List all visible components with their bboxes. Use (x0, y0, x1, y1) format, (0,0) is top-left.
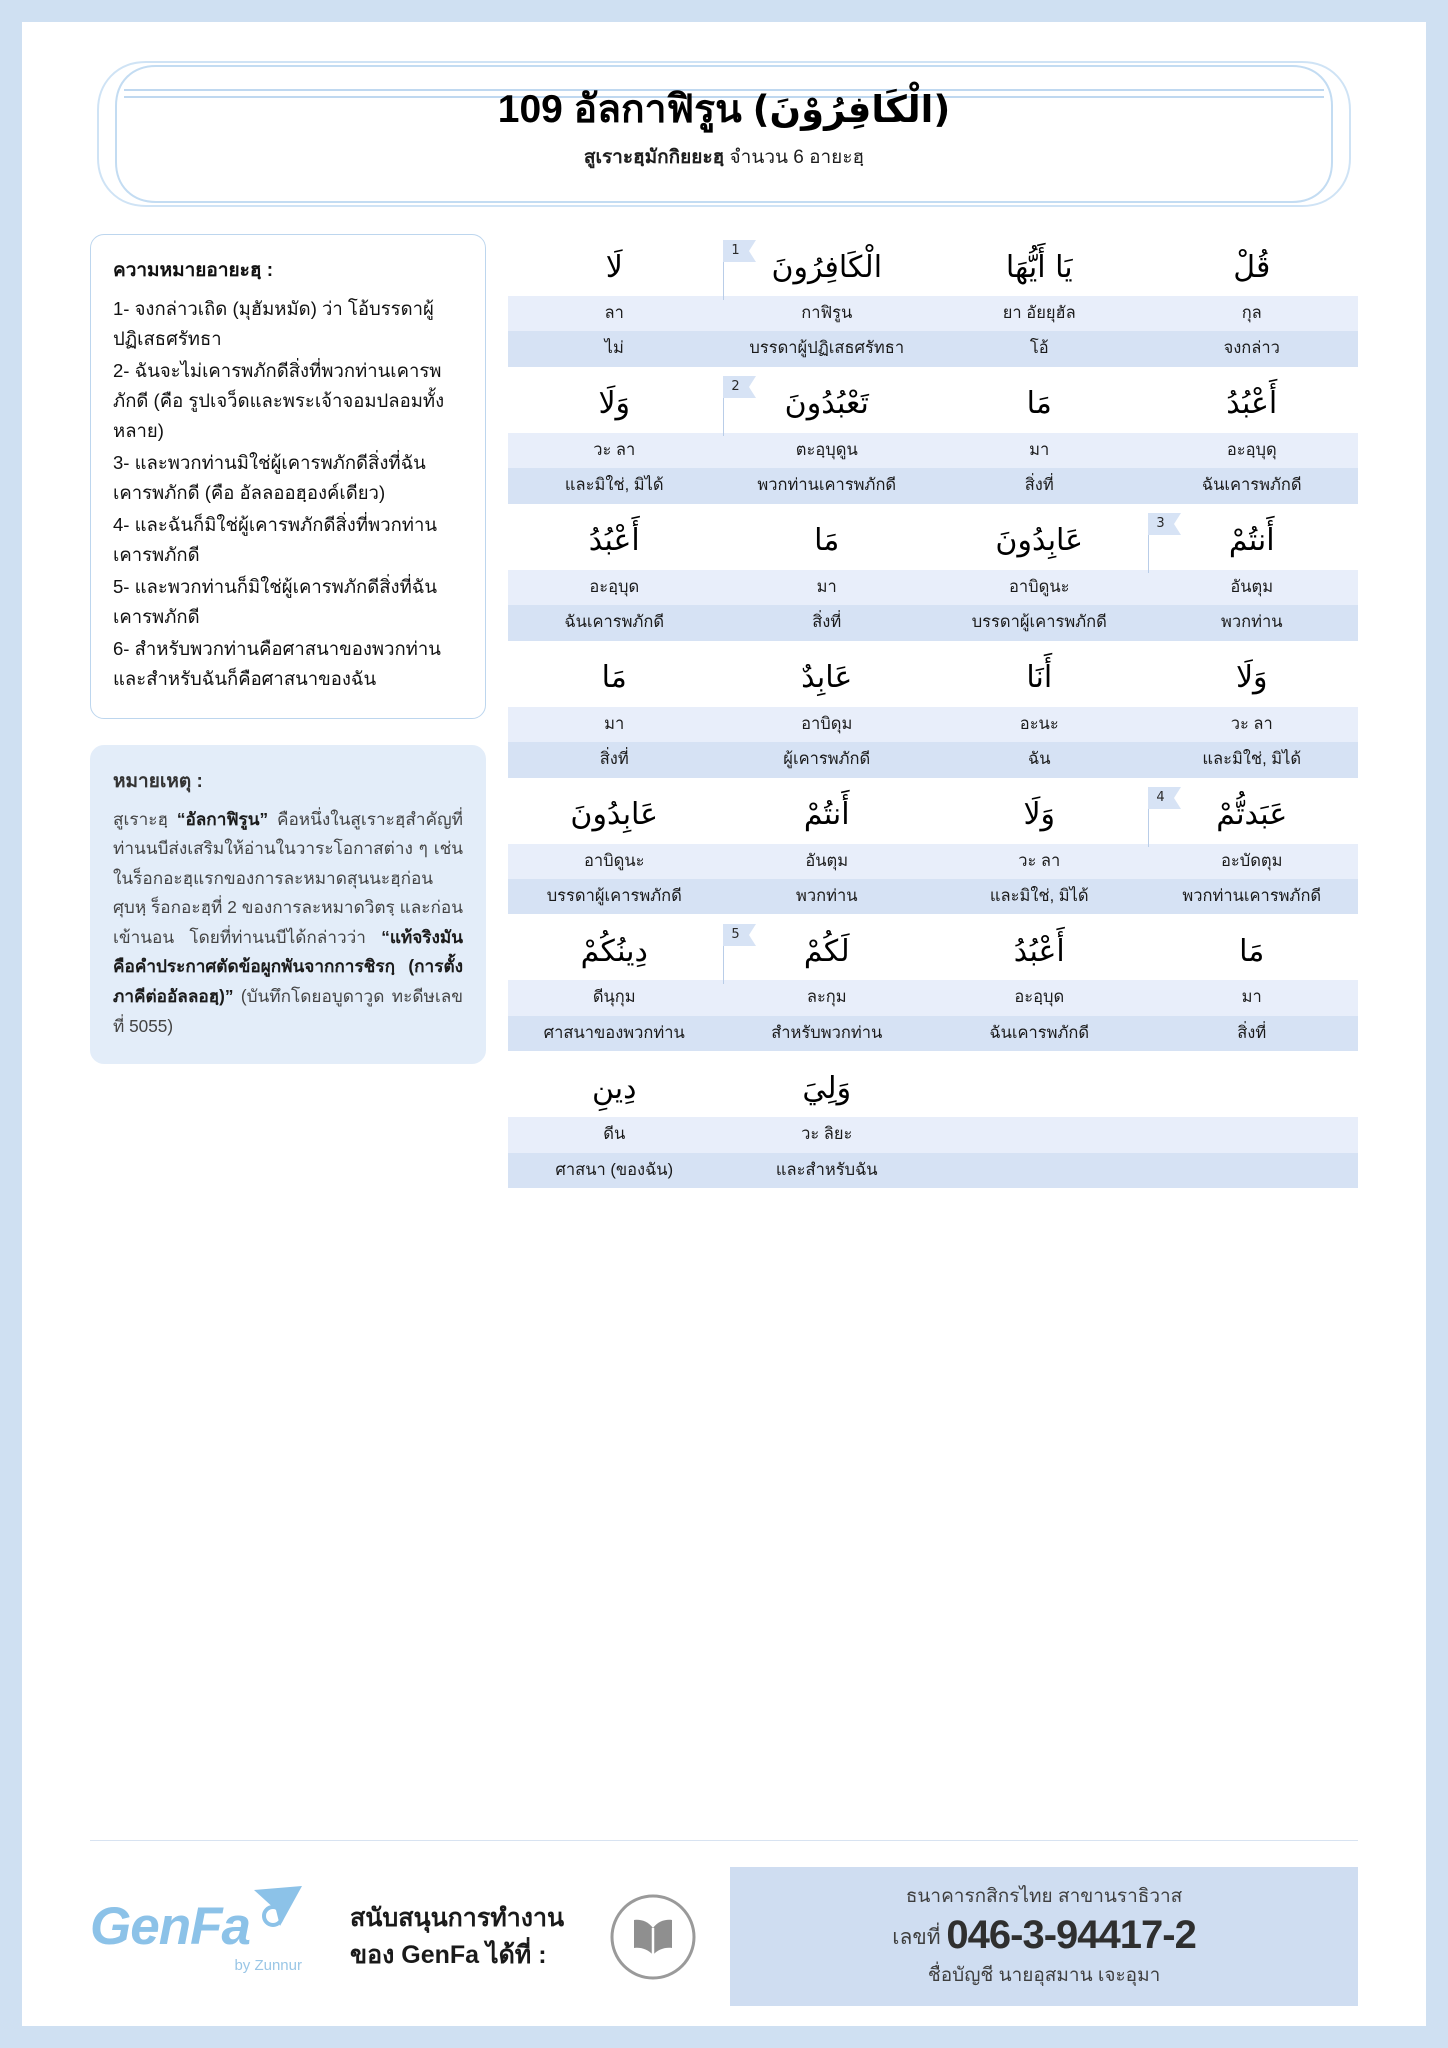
translation-word: ฉันเคารพภักดี (564, 613, 665, 632)
arabic-word-text: مَا (814, 523, 840, 559)
transliteration-word: อะอฺบุด (589, 577, 640, 596)
verse-row (508, 782, 1358, 915)
translation-word: บรรดาผู้ปฏิเสธศรัทธา (749, 339, 905, 358)
arabic-word-text: أَعْبُدُ (1013, 933, 1065, 969)
arabic-line (508, 234, 1358, 296)
meaning-item: 6- สำหรับพวกท่านคือศาสนาของพวกท่าน และสำหรับฉันก็คือศาสนาของฉัน (113, 637, 441, 689)
surah-name-thai: อัลกาฟิรูน (573, 88, 742, 131)
bank-account-box (730, 1867, 1358, 2006)
verse-row (508, 234, 1358, 367)
ayah-marker-tail (723, 398, 724, 436)
translation-line (508, 605, 1358, 640)
arabic-word-text: دِينِ (591, 1070, 637, 1106)
transliteration-word: อาบิดูนะ (583, 851, 645, 870)
arabic-word-text: قُلْ (1233, 249, 1271, 285)
transliteration-word: ละกุม (806, 988, 847, 1007)
ayah-number-badge: 2 (723, 376, 749, 398)
translation-word: สิ่งที่ (599, 750, 629, 769)
arabic-word (721, 238, 934, 297)
arabic-word-text: أَعْبُدُ (588, 523, 640, 559)
arabic-line (508, 1055, 1358, 1117)
meaning-item: 2- ฉันจะไม่เคารพภักดีสิ่งที่พวกท่านเคารพภักดี (คือ รูปเจว็ดและพระเจ้าจอมปลอมทั้งหลาย) (113, 359, 445, 441)
transliteration-word: วะ ลิยะ (801, 1125, 853, 1144)
arabic-word-text: لَا (605, 249, 623, 285)
arabic-word-text: الْكَافِرُونَ (771, 249, 883, 285)
arabic-line (508, 782, 1358, 844)
translation-word: ฉันเคารพภักดี (1201, 476, 1302, 495)
arabic-word-text: تَعْبُدُونَ (784, 386, 869, 422)
translation-word: พวกท่านเคารพภักดี (757, 476, 897, 495)
account-number: 046-3-94417-2 (946, 1913, 1196, 1957)
arabic-word-text: وَلِيَ (802, 1070, 852, 1106)
transliteration-word: ลา (604, 304, 624, 322)
genfa-wordmark: GenFa (90, 1896, 250, 1956)
ayah-marker-tail (1148, 809, 1149, 847)
ayah-marker-tail (723, 262, 724, 300)
arabic-word (508, 1059, 721, 1118)
arabic-word-text: أَعْبُدُ (1226, 386, 1278, 422)
arabic-word-text: عَابِدٌ (801, 660, 853, 696)
translation-line (508, 879, 1358, 914)
arabic-word (933, 648, 1146, 707)
arabic-word (508, 511, 721, 570)
surah-number: 109 (497, 88, 563, 131)
translation-word: ศาสนา (ของฉัน) (555, 1160, 674, 1179)
translation-word: และมิใช่, มิได้ (1202, 750, 1302, 769)
translation-line (508, 1153, 1358, 1188)
arabic-word-text: عَابِدُونَ (570, 797, 659, 832)
ayah-number-badge: 3 (1148, 513, 1174, 535)
translation-word: และมิใช่, มิได้ (989, 886, 1089, 905)
arabic-word (508, 785, 721, 844)
transliteration-word: มา (604, 714, 625, 733)
transliteration-line (508, 980, 1358, 1015)
surah-type: สูเราะฮฺมักกิยยะฮฺ (583, 146, 725, 168)
paper-plane-icon (250, 1886, 304, 1940)
transliteration-word: ตะอฺบุดูน (795, 440, 858, 459)
meaning-item: 4- และฉันก็มิใช่ผู้เคารพภักดีสิ่งที่พวกท่านเคารพภักดี (113, 513, 438, 565)
translation-word: สำหรับพวกท่าน (771, 1023, 883, 1042)
surah-header (90, 60, 1358, 208)
translation-line (508, 331, 1358, 366)
arabic-word-text: عَبَدتُّمْ (1216, 797, 1288, 832)
transliteration-word: ดีนุกุม (592, 988, 636, 1007)
arabic-word (1146, 238, 1359, 297)
arabic-line (508, 508, 1358, 570)
support-line-2: ของ GenFa ได้ที่ : (350, 1940, 547, 1969)
note-text-part2: คือหนึ่งในสูเราะฮฺสำคัญที่ท่านนบีส่งเสริมให้อ่านในวาระโอกาสต่าง ๆ เช่น ในร็อกอะฮฺแรกของการละหมาดสุนนะฮฺก่อนศุบหฺ ร็อกอะฮฺที่ 2 ของการละหมาดวิตรฺ และก่อนเข้านอน โดยที่ท่านนบีได้กล่าวว่า (113, 808, 464, 947)
transliteration-word: มา (1241, 988, 1262, 1007)
translation-line (508, 742, 1358, 777)
footer-divider (90, 1840, 1358, 1841)
arabic-word (508, 238, 721, 297)
meaning-item: 3- และพวกท่านมิใช่ผู้เคารพภักดีสิ่งที่ฉันเคารพภักดี (คือ อัลลออฮฺองค์เดียว) (113, 451, 426, 503)
transliteration-word: มา (816, 577, 837, 596)
transliteration-word: อะบัดตุม (1220, 851, 1283, 870)
ayah-marker-tail (723, 946, 724, 984)
arabic-word-text: يَا أَيُّهَا (1005, 249, 1073, 285)
transliteration-word: มา (1029, 440, 1050, 459)
arabic-word-text: مَا (1026, 386, 1052, 422)
document-page (22, 22, 1426, 2026)
arabic-word (933, 374, 1146, 433)
note-text-bold2: “แท้จริงมันคือคำประกาศตัดข้อผูกพันจากการชิรกฺ (การตั้งภาคีต่ออัลลอฮฺ)” (113, 926, 463, 1007)
ayah-marker-tail (1148, 535, 1149, 573)
translation-word: ผู้เคารพภักดี (783, 750, 871, 769)
note-card-title: หมายเหตุ : (113, 770, 203, 792)
note-text-part1: สูเราะฮฺ (113, 808, 177, 829)
transliteration-word: อาบิดุม (801, 714, 853, 733)
page-footer (22, 1840, 1426, 2026)
verse-table (508, 234, 1358, 1192)
meaning-item: 5- และพวกท่านก็มิใช่ผู้เคารพภักดีสิ่งที่ฉันเคารพภักดี (113, 575, 438, 627)
arabic-word (721, 922, 934, 981)
arabic-line (508, 645, 1358, 707)
arabic-word-text: لَكُمْ (803, 933, 850, 969)
arabic-word (508, 648, 721, 707)
transliteration-word: อันตุม (1230, 577, 1274, 596)
page-subtitle (90, 142, 1358, 172)
translation-word: บรรดาผู้เคารพภักดี (546, 886, 682, 905)
translation-word: พวกท่าน (1220, 613, 1283, 632)
arabic-word-text: دِينُكُمْ (580, 933, 648, 969)
translation-word: บรรดาผู้เคารพภักดี (971, 613, 1107, 632)
support-line-1: สนับสนุนการทำงาน (350, 1904, 565, 1933)
arabic-word-text: عَابِدُونَ (995, 523, 1084, 559)
translation-word: ฉัน (1027, 750, 1051, 769)
arabic-word (933, 922, 1146, 981)
arabic-word (1146, 648, 1359, 707)
arabic-word (721, 374, 934, 433)
document-body (22, 208, 1426, 1192)
translation-word: และสำหรับฉัน (775, 1160, 878, 1179)
transliteration-word: วะ ลา (1018, 851, 1061, 870)
transliteration-word: ยา อัยยุฮัล (1002, 304, 1076, 322)
translation-word: สิ่งที่ (812, 613, 842, 632)
note-card-text (113, 805, 463, 1042)
account-holder: ชื่อบัญชี นายอุสมาน เจะอุมา (927, 1965, 1161, 1986)
page-title (90, 86, 1358, 134)
surah-ayah-count: จำนวน 6 อายะฮฺ (729, 146, 865, 168)
transliteration-word: กาฟิรูน (801, 304, 853, 322)
transliteration-word: อะอฺบุด (1014, 988, 1065, 1007)
transliteration-line (508, 707, 1358, 742)
translation-word: และมิใช่, มิได้ (564, 476, 664, 495)
note-text-bold1: “อัลกาฟิรูน” (176, 808, 269, 829)
translation-word: พวกท่าน (795, 886, 858, 905)
ayah-number-badge: 5 (723, 924, 749, 946)
translation-line (508, 1016, 1358, 1051)
transliteration-line (508, 570, 1358, 605)
arabic-word-text: مَا (601, 660, 627, 696)
arabic-word (1146, 511, 1359, 570)
translation-word: จงกล่าว (1223, 339, 1280, 358)
left-column (90, 234, 486, 1192)
translation-word: โอ้ (1029, 339, 1049, 358)
transliteration-line (508, 1117, 1358, 1152)
genfa-logo (90, 1896, 312, 1974)
arabic-word (933, 238, 1146, 297)
note-text-part3: (บันทึกโดยอบูดาวูด ทะดีษเลขที่ 5055) (113, 986, 463, 1036)
arabic-word-text: مَا (1239, 933, 1265, 969)
arabic-word (1146, 922, 1359, 981)
translation-word: ไม่ (604, 339, 624, 358)
arabic-word-text: أَنتُمْ (1228, 523, 1275, 559)
ayah-number-badge: 4 (1148, 787, 1174, 809)
arabic-word (721, 1059, 934, 1118)
arabic-word (1146, 785, 1359, 844)
translation-word: สิ่งที่ (1024, 476, 1054, 495)
transliteration-word: อันตุม (805, 851, 849, 870)
arabic-line (508, 371, 1358, 433)
transliteration-word: วะ ลา (1230, 714, 1273, 733)
translation-word: สิ่งที่ (1237, 1023, 1267, 1042)
arabic-word (721, 511, 934, 570)
arabic-word (1146, 374, 1359, 433)
arabic-word (508, 374, 721, 433)
surah-name-arabic: (الْكَافِرُوْنَ) (752, 88, 951, 131)
transliteration-line (508, 296, 1358, 331)
translation-line (508, 468, 1358, 503)
transliteration-word: วะ ลา (593, 440, 636, 459)
arabic-word (721, 785, 934, 844)
transliteration-line (508, 433, 1358, 468)
transliteration-word: อะนะ (1019, 714, 1059, 733)
ayah-number-badge: 1 (723, 240, 749, 262)
transliteration-word: กุล (1241, 304, 1262, 322)
verse-row (508, 371, 1358, 504)
arabic-word-text: وَلَا (1023, 797, 1056, 832)
meaning-card (90, 234, 486, 719)
book-seal-icon (610, 1894, 696, 1980)
arabic-word (933, 785, 1146, 844)
arabic-line (508, 918, 1358, 980)
arabic-word-text: وَلَا (598, 386, 631, 422)
arabic-word-text: أَنتُمْ (803, 797, 850, 832)
arabic-word (933, 511, 1146, 570)
verse-row (508, 918, 1358, 1051)
arabic-word-text: أَنَا (1026, 660, 1053, 696)
account-label: เลขที่ (892, 1926, 941, 1949)
transliteration-line (508, 844, 1358, 879)
meaning-card-title: ความหมายอายะฮฺ : (113, 260, 274, 281)
meaning-item: 1- จงกล่าวเถิด (มุฮัมหมัด) ว่า โอ้บรรดาผู้ปฏิเสธศรัทธา (113, 298, 434, 349)
support-text (332, 1900, 564, 1973)
translation-word: พวกท่านเคารพภักดี (1182, 886, 1322, 905)
verse-row (508, 508, 1358, 641)
bank-name: ธนาคารกสิกรไทย สาขานราธิวาส (905, 1886, 1183, 1907)
transliteration-word: อะอฺบุดุ (1226, 440, 1277, 459)
arabic-word-text: وَلَا (1235, 660, 1268, 696)
note-card (90, 745, 486, 1065)
arabic-word (721, 648, 934, 707)
bank-account-line (752, 1913, 1336, 1958)
header-text-group (90, 86, 1358, 172)
translation-word: ฉันเคารพภักดี (989, 1023, 1090, 1042)
verse-row (508, 645, 1358, 778)
genfa-byline: by Zunnur (234, 1956, 302, 1974)
transliteration-word: ดีน (603, 1125, 626, 1144)
verse-row (508, 1055, 1358, 1188)
transliteration-word: อาบิดูนะ (1008, 577, 1070, 596)
translation-word: ศาสนาของพวกท่าน (543, 1023, 685, 1042)
arabic-word (508, 922, 721, 981)
